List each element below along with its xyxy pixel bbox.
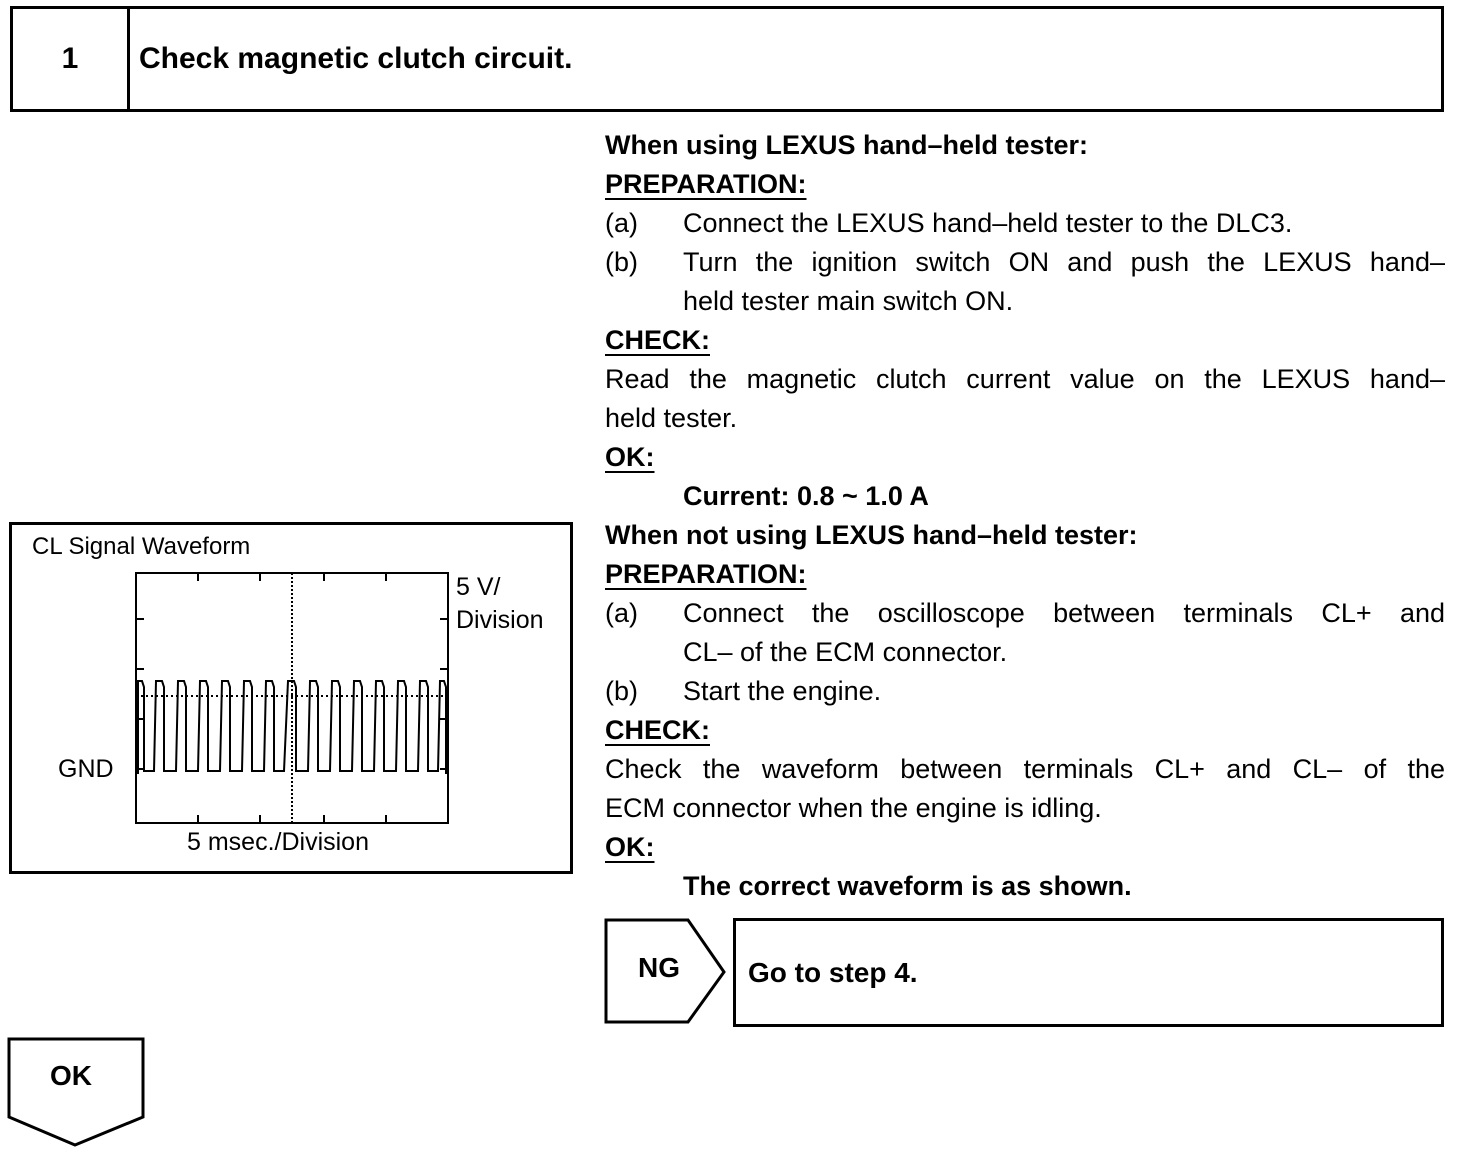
no-tester-check-label: CHECK: (605, 715, 710, 745)
volt-label-line1: 5 V/ (456, 573, 501, 601)
waveform-panel (9, 522, 573, 874)
time-division-label: 5 msec./Division (187, 828, 369, 856)
volt-division-label (456, 571, 544, 637)
instruction-column (605, 126, 1445, 906)
no-tester-prep-b-label: (b) (605, 676, 638, 706)
tester-heading: When using LEXUS hand–held tester: (605, 130, 1089, 160)
no-tester-prep-label: PREPARATION: (605, 559, 807, 589)
tester-prep-label: PREPARATION: (605, 169, 807, 199)
ok-label: OK (50, 1060, 92, 1091)
ng-label: NG (638, 952, 680, 983)
tester-prep-a-label: (a) (605, 208, 638, 238)
tester-prep-a (605, 204, 1445, 243)
tester-prep-b-line2: held tester main switch ON. (683, 286, 1014, 316)
ng-action-box (733, 918, 1444, 1027)
tester-prep-b (605, 243, 1445, 282)
tester-check-label: CHECK: (605, 325, 710, 355)
step-title: Check magnetic clutch circuit. (139, 42, 573, 75)
no-tester-prep-a-label: (a) (605, 598, 638, 628)
no-tester-ok-value: The correct waveform is as shown. (683, 871, 1132, 901)
tester-prep-b-label: (b) (605, 247, 638, 277)
tester-check-line2: held tester. (605, 403, 738, 433)
no-tester-prep-b-text: Start the engine. (683, 676, 882, 706)
tester-check-line1: Read the magnetic clutch current value on the LEXUS hand– (605, 364, 1445, 394)
no-tester-ok-label: OK: (605, 832, 655, 862)
no-tester-prep-a-line1: Connect the oscilloscope between terminals CL+ and (683, 598, 1445, 628)
tester-ok-label: OK: (605, 442, 655, 472)
no-tester-prep-a-line2: CL– of the ECM connector. (683, 637, 1008, 667)
no-tester-prep-b (605, 672, 1445, 711)
waveform-graph (132, 569, 452, 825)
step-number: 1 (13, 9, 130, 109)
no-tester-prep-a (605, 594, 1445, 633)
waveform-title: CL Signal Waveform (32, 533, 251, 560)
no-tester-heading: When not using LEXUS hand–held tester: (605, 520, 1138, 550)
no-tester-check-line2: ECM connector when the engine is idling. (605, 793, 1102, 823)
tester-prep-a-text: Connect the LEXUS hand–held tester to the DLC3. (683, 208, 1293, 238)
tester-ok-value: Current: 0.8 ~ 1.0 A (683, 481, 929, 511)
ng-action-text: Go to step 4. (748, 956, 918, 988)
gnd-label: GND (58, 755, 114, 783)
step-header (10, 6, 1444, 112)
tester-prep-b-line1: Turn the ignition switch ON and push the LEXUS hand– (683, 247, 1445, 277)
volt-label-line2: Division (456, 606, 544, 634)
no-tester-check-line1: Check the waveform between terminals CL+ and CL– of the (605, 754, 1445, 784)
ok-arrow-icon (7, 1037, 147, 1149)
